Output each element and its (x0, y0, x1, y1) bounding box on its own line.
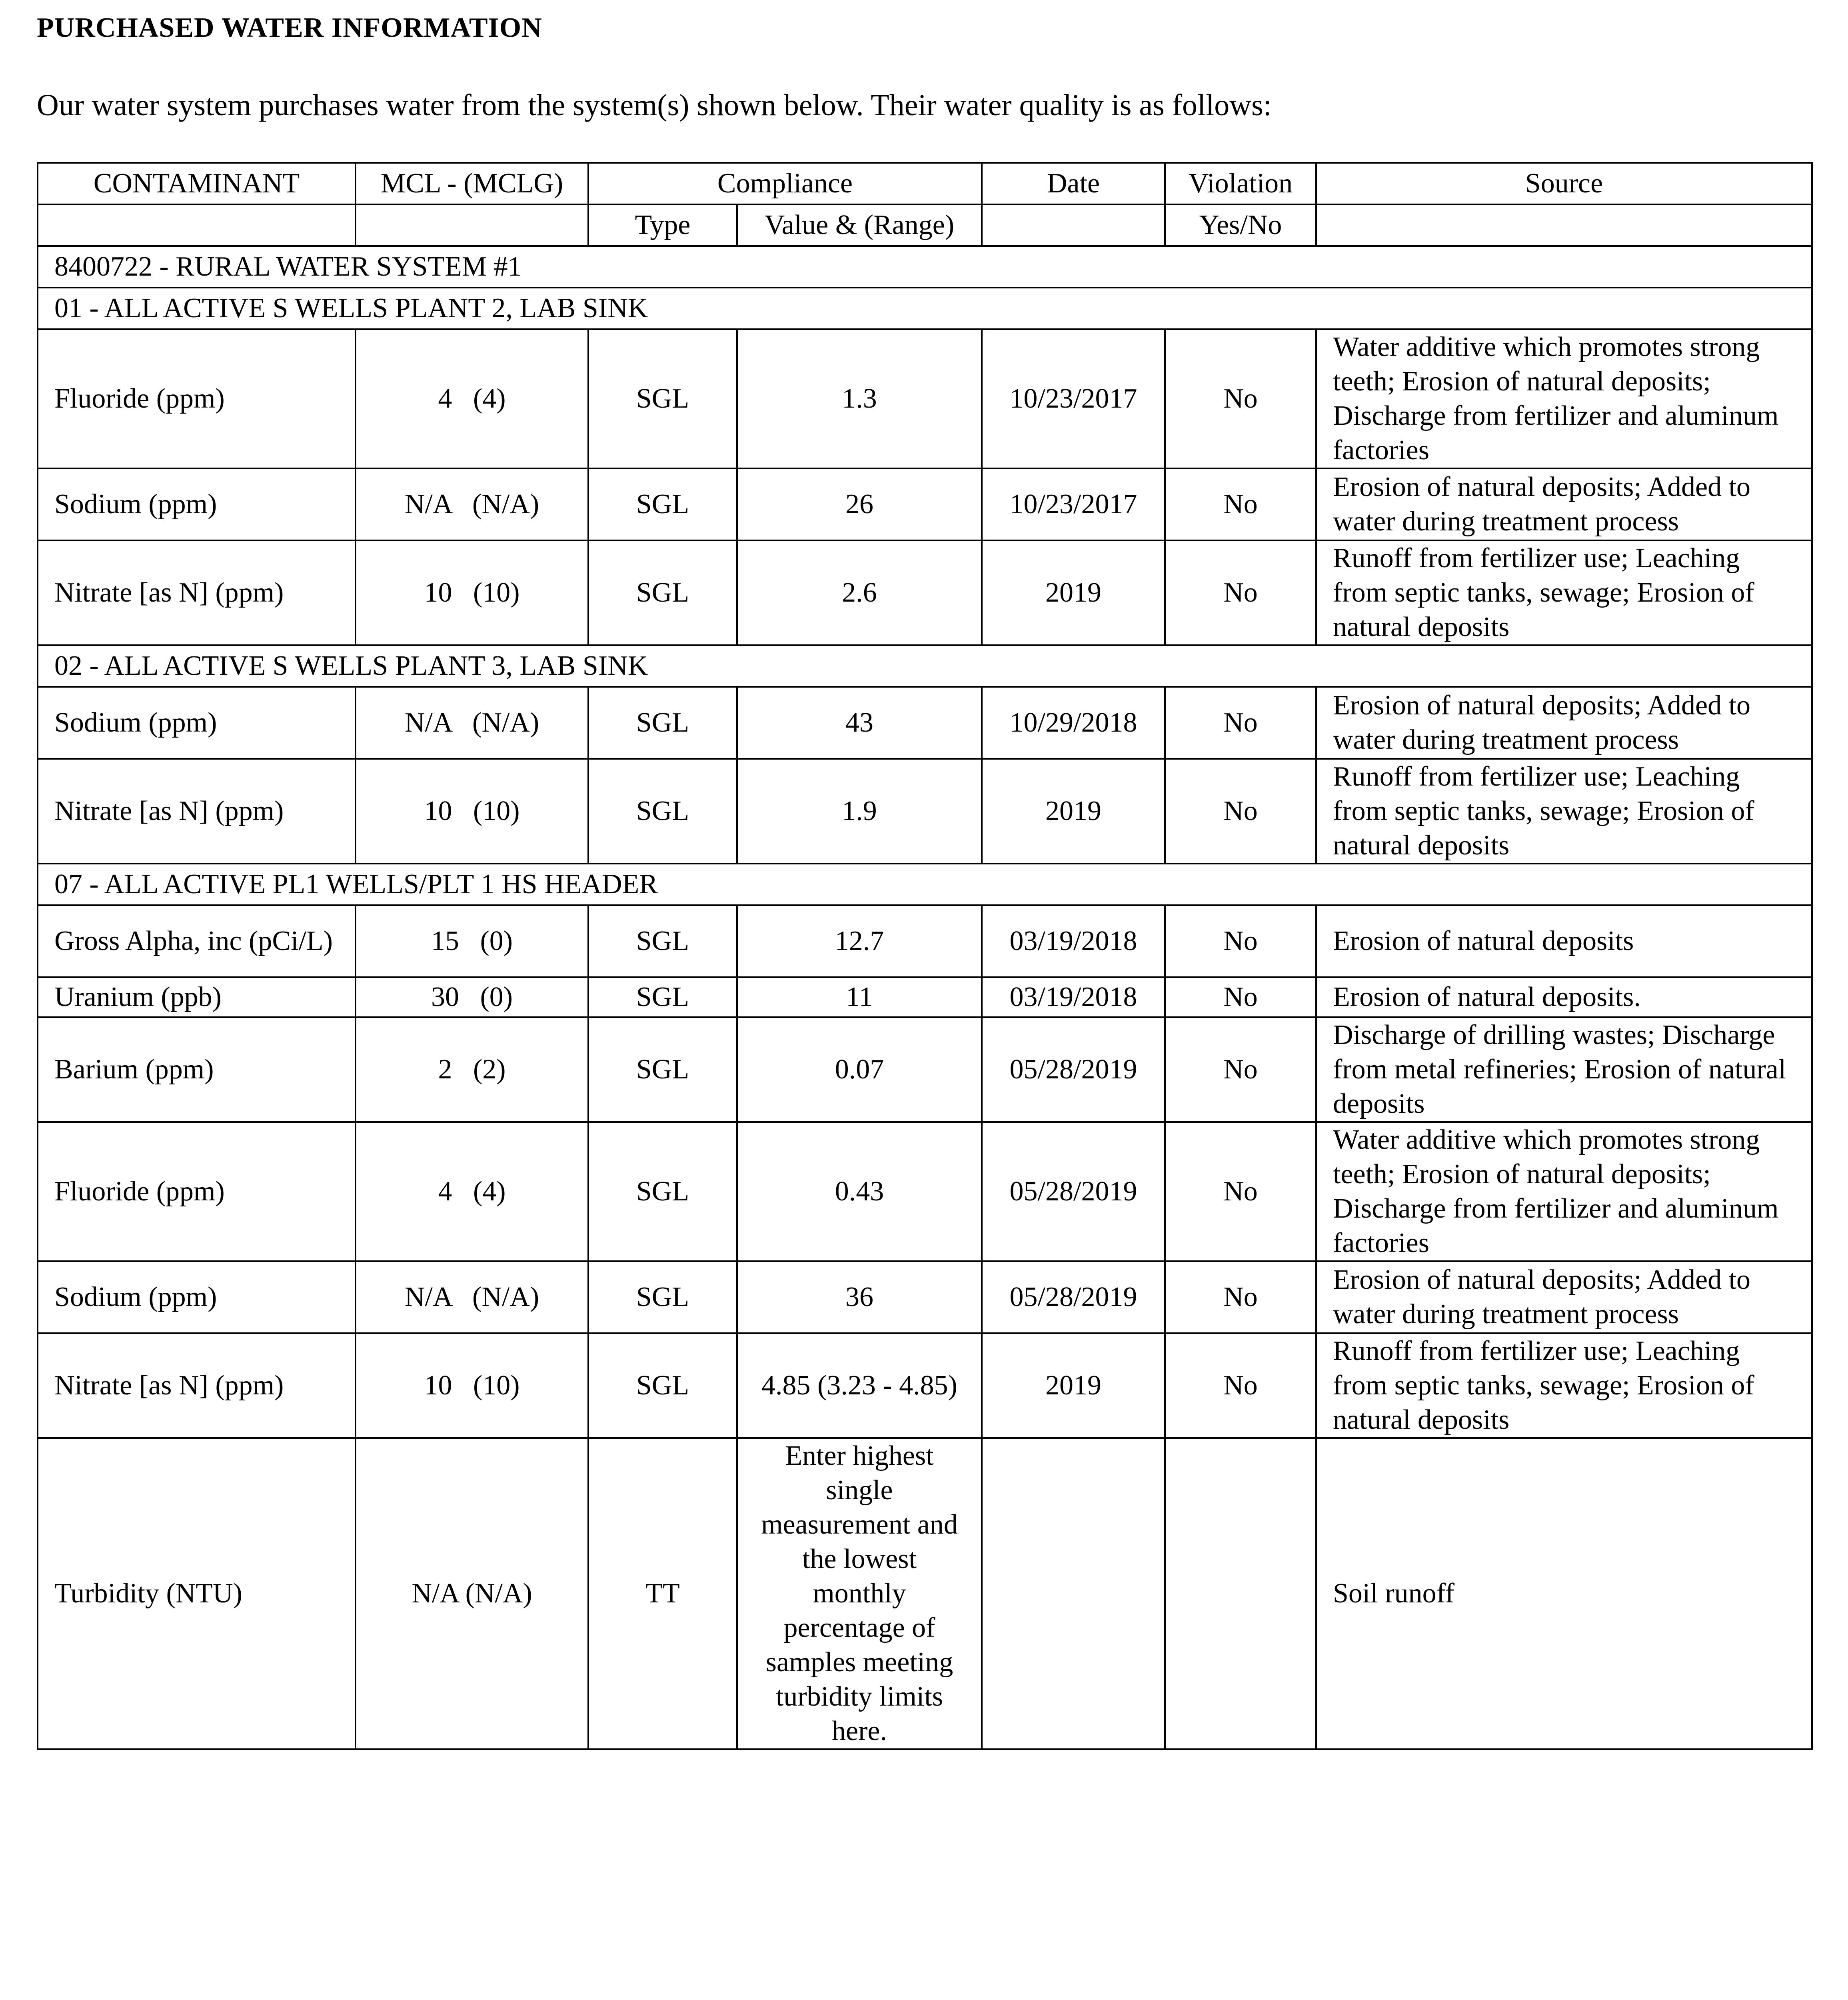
cell-value: 1.3 (737, 329, 982, 468)
cell-type: SGL (588, 687, 737, 759)
header-contaminant: CONTAMINANT (38, 163, 356, 204)
cell-mcl: N/A (N/A) (356, 468, 588, 540)
cell-contaminant: Uranium (ppb) (38, 977, 356, 1017)
cell-value: 0.43 (737, 1122, 982, 1261)
section-label: 01 - ALL ACTIVE S WELLS PLANT 2, LAB SINK (38, 288, 1812, 329)
cell-type: SGL (588, 1122, 737, 1261)
cell-source: Runoff from fertilizer use; Leaching from septic tanks, sewage; Erosion of natural deposits (1316, 759, 1812, 864)
header-violation: Violation (1165, 163, 1316, 204)
cell-contaminant: Nitrate [as N] (ppm) (38, 759, 356, 864)
cell-value: 0.07 (737, 1017, 982, 1122)
cell-date: 10/23/2017 (982, 468, 1165, 540)
table-row (38, 687, 1812, 759)
header-mcl: MCL - (MCLG) (356, 163, 588, 204)
cell-type: SGL (588, 1333, 737, 1438)
cell-date: 2019 (982, 759, 1165, 864)
cell-violation: No (1165, 1333, 1316, 1438)
cell-date: 05/28/2019 (982, 1122, 1165, 1261)
cell-contaminant: Barium (ppm) (38, 1017, 356, 1122)
cell-violation: No (1165, 759, 1316, 864)
cell-mcl: 10 (10) (356, 1333, 588, 1438)
cell-violation: No (1165, 687, 1316, 759)
cell-date: 03/19/2018 (982, 905, 1165, 977)
system-name: 8400722 - RURAL WATER SYSTEM #1 (38, 246, 1812, 288)
subheader-empty (356, 204, 588, 246)
cell-contaminant: Gross Alpha, inc (pCi/L) (38, 905, 356, 977)
table-row (38, 1017, 1812, 1122)
cell-contaminant: Sodium (ppm) (38, 687, 356, 759)
cell-source: Erosion of natural deposits; Added to water during treatment process (1316, 468, 1812, 540)
subheader-type: Type (588, 204, 737, 246)
cell-violation: No (1165, 1122, 1316, 1261)
cell-contaminant: Turbidity (NTU) (38, 1438, 356, 1749)
cell-date: 10/29/2018 (982, 687, 1165, 759)
cell-mcl: 2 (2) (356, 1017, 588, 1122)
cell-source: Water additive which promotes strong teeth; Erosion of natural deposits; Discharge from fertilizer and aluminum factories (1316, 1122, 1812, 1261)
cell-contaminant: Fluoride (ppm) (38, 329, 356, 468)
cell-mcl: 10 (10) (356, 540, 588, 645)
cell-contaminant: Sodium (ppm) (38, 468, 356, 540)
cell-contaminant: Nitrate [as N] (ppm) (38, 1333, 356, 1438)
cell-mcl: N/A (N/A) (356, 1438, 588, 1749)
table-row (38, 759, 1812, 864)
cell-value: 4.85 (3.23 - 4.85) (737, 1333, 982, 1438)
subheader-empty (982, 204, 1165, 246)
table-row (38, 905, 1812, 977)
table-row (38, 468, 1812, 540)
cell-type: SGL (588, 1261, 737, 1333)
cell-type: SGL (588, 905, 737, 977)
cell-source: Soil runoff (1316, 1438, 1812, 1749)
subheader-empty (38, 204, 356, 246)
section-label: 07 - ALL ACTIVE PL1 WELLS/PLT 1 HS HEADER (38, 864, 1812, 905)
header-date: Date (982, 163, 1165, 204)
cell-date: 10/23/2017 (982, 329, 1165, 468)
cell-date: 03/19/2018 (982, 977, 1165, 1017)
cell-source: Erosion of natural deposits; Added to water during treatment process (1316, 687, 1812, 759)
header-compliance: Compliance (588, 163, 982, 204)
cell-violation: No (1165, 1261, 1316, 1333)
cell-date: 05/28/2019 (982, 1017, 1165, 1122)
cell-mcl: N/A (N/A) (356, 1261, 588, 1333)
subheader-yesno: Yes/No (1165, 204, 1316, 246)
cell-mcl: 10 (10) (356, 759, 588, 864)
cell-value: 11 (737, 977, 982, 1017)
cell-value: 43 (737, 687, 982, 759)
cell-date: 05/28/2019 (982, 1261, 1165, 1333)
cell-value: 1.9 (737, 759, 982, 864)
cell-source: Erosion of natural deposits. (1316, 977, 1812, 1017)
cell-type: SGL (588, 977, 737, 1017)
section-row (38, 645, 1812, 687)
cell-contaminant: Fluoride (ppm) (38, 1122, 356, 1261)
cell-value: 12.7 (737, 905, 982, 977)
cell-value: 36 (737, 1261, 982, 1333)
subheader-value: Value & (Range) (737, 204, 982, 246)
cell-mcl: 4 (4) (356, 329, 588, 468)
cell-mcl: 4 (4) (356, 1122, 588, 1261)
cell-source: Water additive which promotes strong teeth; Erosion of natural deposits; Discharge from fertilizer and aluminum factories (1316, 329, 1812, 468)
cell-mcl: N/A (N/A) (356, 687, 588, 759)
cell-value: Enter highest single measurement and the lowest monthly percentage of samples meeting turbidity limits here. (737, 1438, 982, 1749)
cell-violation (1165, 1438, 1316, 1749)
cell-date: 2019 (982, 540, 1165, 645)
cell-type: SGL (588, 329, 737, 468)
table-row (38, 977, 1812, 1017)
cell-type: SGL (588, 1017, 737, 1122)
cell-date (982, 1438, 1165, 1749)
cell-type: SGL (588, 540, 737, 645)
system-row (38, 246, 1812, 288)
subheader-empty (1316, 204, 1812, 246)
cell-violation: No (1165, 1017, 1316, 1122)
table-row (38, 1333, 1812, 1438)
table-subheader-row (38, 204, 1812, 246)
cell-mcl: 15 (0) (356, 905, 588, 977)
cell-violation: No (1165, 540, 1316, 645)
cell-type: TT (588, 1438, 737, 1749)
cell-date: 2019 (982, 1333, 1165, 1438)
intro-text: Our water system purchases water from the system(s) shown below. Their water quality is as follows: (37, 88, 1272, 122)
cell-violation: No (1165, 977, 1316, 1017)
table-row (38, 1438, 1812, 1749)
cell-type: SGL (588, 468, 737, 540)
cell-type: SGL (588, 759, 737, 864)
cell-value: 26 (737, 468, 982, 540)
cell-violation: No (1165, 905, 1316, 977)
table-row (38, 1122, 1812, 1261)
water-quality-table (37, 162, 1813, 1750)
cell-violation: No (1165, 468, 1316, 540)
table-header-row (38, 163, 1812, 204)
table-row (38, 540, 1812, 645)
section-label: 02 - ALL ACTIVE S WELLS PLANT 3, LAB SINK (38, 645, 1812, 687)
cell-contaminant: Sodium (ppm) (38, 1261, 356, 1333)
cell-violation: No (1165, 329, 1316, 468)
cell-value: 2.6 (737, 540, 982, 645)
cell-source: Erosion of natural deposits (1316, 905, 1812, 977)
page-heading: PURCHASED WATER INFORMATION (37, 12, 542, 43)
section-row (38, 864, 1812, 905)
cell-contaminant: Nitrate [as N] (ppm) (38, 540, 356, 645)
section-row (38, 288, 1812, 329)
cell-source: Erosion of natural deposits; Added to water during treatment process (1316, 1261, 1812, 1333)
table-row (38, 1261, 1812, 1333)
table-row (38, 329, 1812, 468)
cell-source: Runoff from fertilizer use; Leaching from septic tanks, sewage; Erosion of natural deposits (1316, 540, 1812, 645)
cell-source: Discharge of drilling wastes; Discharge from metal refineries; Erosion of natural deposits (1316, 1017, 1812, 1122)
header-source: Source (1316, 163, 1812, 204)
cell-source: Runoff from fertilizer use; Leaching from septic tanks, sewage; Erosion of natural deposits (1316, 1333, 1812, 1438)
cell-mcl: 30 (0) (356, 977, 588, 1017)
